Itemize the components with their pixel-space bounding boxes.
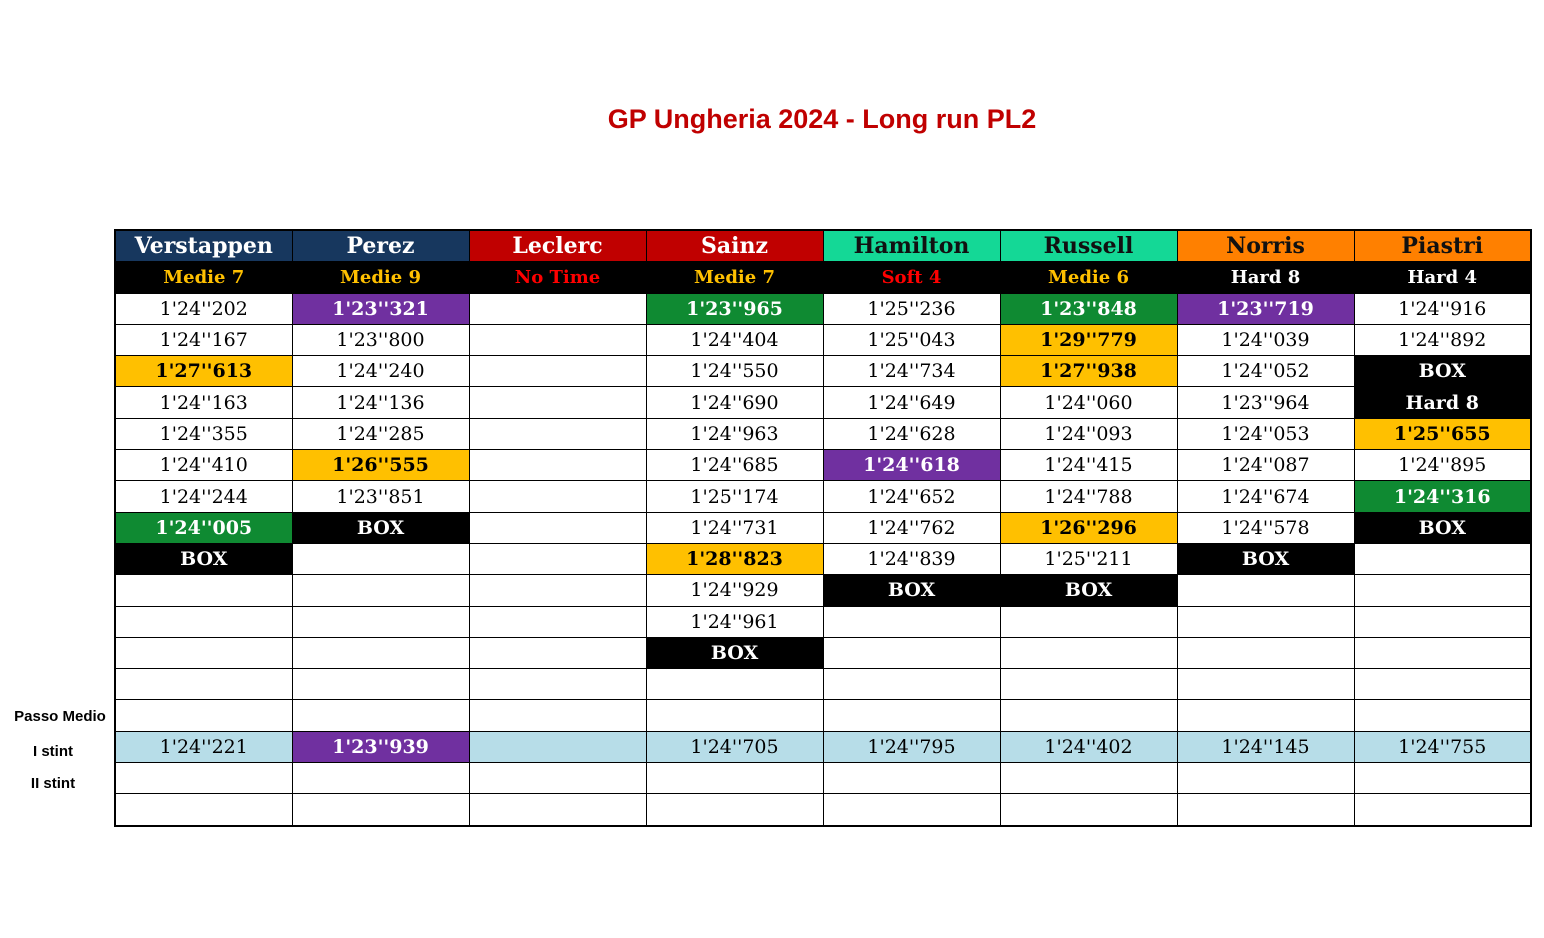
empty-cell [1000, 794, 1177, 826]
lap-time-cell: 1'24''685 [646, 450, 823, 481]
page-title: GP Ungheria 2024 - Long run PL2 [607, 104, 1037, 134]
lap-time-cell [469, 575, 646, 606]
lap-row [115, 450, 1531, 481]
lap-time-cell: 1'24''240 [292, 356, 469, 387]
first-stint-average-verstappen: 1'24''221 [115, 731, 292, 762]
lap-time-cell [823, 700, 1000, 731]
lap-time-cell: 1'23''964 [1177, 387, 1354, 418]
lap-time-cell [1354, 669, 1531, 700]
lap-time-cell: 1'24''961 [646, 606, 823, 637]
lap-time-cell: 1'24''053 [1177, 418, 1354, 449]
lap-time-cell: 1'24''690 [646, 387, 823, 418]
lap-time-cell: 1'23''848 [1000, 293, 1177, 324]
lap-time-cell: 1'24''628 [823, 418, 1000, 449]
first-stint-average-sainz: 1'24''705 [646, 731, 823, 762]
lap-time-cell [1177, 669, 1354, 700]
lap-time-cell: BOX [115, 543, 292, 574]
lap-time-cell [115, 700, 292, 731]
lap-time-cell: 1'28''823 [646, 543, 823, 574]
lap-time-cell: 1'24''788 [1000, 481, 1177, 512]
first-stint-average-russell: 1'24''402 [1000, 731, 1177, 762]
first-stint-average-piastri: 1'24''755 [1354, 731, 1531, 762]
lap-time-cell: 1'24''929 [646, 575, 823, 606]
lap-time-cell: 1'24''731 [646, 512, 823, 543]
lap-time-cell [469, 543, 646, 574]
empty-cell [1354, 794, 1531, 826]
lap-time-cell: 1'24''652 [823, 481, 1000, 512]
lap-time-cell [1000, 606, 1177, 637]
lap-time-cell: 1'24''895 [1354, 450, 1531, 481]
lap-time-cell: 1'25''174 [646, 481, 823, 512]
lap-time-cell: 1'23''719 [1177, 293, 1354, 324]
lap-time-cell: BOX [1177, 543, 1354, 574]
lap-time-cell [823, 637, 1000, 668]
lap-row [115, 637, 1531, 668]
driver-name-hamilton: Hamilton [823, 230, 1000, 262]
lap-time-cell [1177, 606, 1354, 637]
lap-time-cell: 1'24''550 [646, 356, 823, 387]
lap-row [115, 418, 1531, 449]
lap-row [115, 293, 1531, 324]
lap-time-cell: 1'26''555 [292, 450, 469, 481]
first-stint-average-row [115, 731, 1531, 762]
tyre-compound-sainz: Medie 7 [646, 262, 823, 293]
second-stint-average-sainz [646, 763, 823, 794]
lap-time-cell: 1'23''321 [292, 293, 469, 324]
lap-time-cell: 1'24''087 [1177, 450, 1354, 481]
lap-time-cell: 1'24''005 [115, 512, 292, 543]
lap-time-cell: 1'23''800 [292, 324, 469, 355]
lap-time-cell [1354, 606, 1531, 637]
lap-time-cell [646, 700, 823, 731]
lap-time-cell: 1'24''762 [823, 512, 1000, 543]
empty-cell [1177, 794, 1354, 826]
lap-time-cell: 1'24''734 [823, 356, 1000, 387]
driver-name-perez: Perez [292, 230, 469, 262]
tyre-compound-perez: Medie 9 [292, 262, 469, 293]
empty-cell [469, 794, 646, 826]
lap-time-cell [1177, 637, 1354, 668]
lap-time-cell [115, 575, 292, 606]
lap-time-cell [469, 637, 646, 668]
lap-time-cell [115, 637, 292, 668]
lap-time-cell [469, 418, 646, 449]
lap-time-cell: 1'24''839 [823, 543, 1000, 574]
lap-time-cell [292, 606, 469, 637]
lap-time-cell [1177, 575, 1354, 606]
driver-name-sainz: Sainz [646, 230, 823, 262]
lap-time-cell [1000, 700, 1177, 731]
second-stint-average-norris [1177, 763, 1354, 794]
lap-time-cell: 1'24''285 [292, 418, 469, 449]
lap-row [115, 606, 1531, 637]
lap-time-cell: BOX [646, 637, 823, 668]
lap-row [115, 700, 1531, 731]
lap-time-cell [1354, 543, 1531, 574]
lap-time-cell: 1'24''316 [1354, 481, 1531, 512]
driver-name-russell: Russell [1000, 230, 1177, 262]
second-stint-average-hamilton [823, 763, 1000, 794]
lap-time-cell [115, 606, 292, 637]
lap-time-cell: BOX [292, 512, 469, 543]
lap-time-cell [469, 450, 646, 481]
lap-row [115, 387, 1531, 418]
tyre-compound-norris: Hard 8 [1177, 262, 1354, 293]
first-stint-average-hamilton: 1'24''795 [823, 731, 1000, 762]
lap-time-cell: 1'24''039 [1177, 324, 1354, 355]
lap-time-cell: 1'24''674 [1177, 481, 1354, 512]
driver-header-row [115, 230, 1531, 262]
empty-cell [115, 794, 292, 826]
lap-time-cell [469, 700, 646, 731]
driver-name-piastri: Piastri [1354, 230, 1531, 262]
lap-time-cell: 1'24''649 [823, 387, 1000, 418]
lap-time-cell: 1'25''211 [1000, 543, 1177, 574]
lap-time-cell: 1'23''965 [646, 293, 823, 324]
driver-name-verstappen: Verstappen [115, 230, 292, 262]
lap-time-cell [1354, 700, 1531, 731]
lap-time-cell: 1'24''167 [115, 324, 292, 355]
lap-time-cell [1000, 669, 1177, 700]
lap-time-cell [292, 669, 469, 700]
lap-row [115, 543, 1531, 574]
empty-cell [292, 794, 469, 826]
second-stint-average-row [115, 763, 1531, 794]
lap-time-cell [469, 512, 646, 543]
lap-time-cell: BOX [1354, 356, 1531, 387]
lap-time-cell [1000, 637, 1177, 668]
lap-time-cell: 1'24''244 [115, 481, 292, 512]
empty-cell [646, 794, 823, 826]
lap-time-cell: 1'24''202 [115, 293, 292, 324]
lap-time-cell [823, 669, 1000, 700]
lap-time-cell [1177, 700, 1354, 731]
second-stint-average-russell [1000, 763, 1177, 794]
lap-time-cell: Hard 8 [1354, 387, 1531, 418]
lap-time-cell: BOX [823, 575, 1000, 606]
long-run-table [114, 229, 1532, 827]
lap-time-cell: 1'24''060 [1000, 387, 1177, 418]
lap-time-cell: 1'23''851 [292, 481, 469, 512]
lap-time-cell [115, 669, 292, 700]
lap-row [115, 669, 1531, 700]
lap-time-cell: 1'24''404 [646, 324, 823, 355]
lap-time-cell: 1'24''163 [115, 387, 292, 418]
second-stint-label: II stint [30, 775, 76, 792]
lap-time-cell: BOX [1000, 575, 1177, 606]
first-stint-average-norris: 1'24''145 [1177, 731, 1354, 762]
tyre-compound-piastri: Hard 4 [1354, 262, 1531, 293]
lap-time-cell: 1'24''410 [115, 450, 292, 481]
lap-time-cell: 1'24''093 [1000, 418, 1177, 449]
driver-name-norris: Norris [1177, 230, 1354, 262]
lap-time-cell: 1'27''938 [1000, 356, 1177, 387]
lap-time-cell [469, 324, 646, 355]
lap-row [115, 512, 1531, 543]
lap-time-cell [292, 700, 469, 731]
first-stint-label: I stint [33, 743, 73, 760]
second-stint-average-leclerc [469, 763, 646, 794]
lap-time-cell: 1'26''296 [1000, 512, 1177, 543]
lap-time-cell: 1'29''779 [1000, 324, 1177, 355]
second-stint-average-verstappen [115, 763, 292, 794]
lap-row [115, 575, 1531, 606]
lap-time-cell [646, 669, 823, 700]
second-stint-average-piastri [1354, 763, 1531, 794]
driver-name-leclerc: Leclerc [469, 230, 646, 262]
passo-medio-label: Passo Medio [14, 708, 106, 725]
lap-time-cell: 1'25''236 [823, 293, 1000, 324]
lap-row [115, 324, 1531, 355]
lap-time-cell [1354, 637, 1531, 668]
lap-time-cell: 1'24''916 [1354, 293, 1531, 324]
lap-time-cell: BOX [1354, 512, 1531, 543]
lap-time-cell [823, 606, 1000, 637]
lap-time-cell [292, 637, 469, 668]
lap-time-cell: 1'24''892 [1354, 324, 1531, 355]
lap-row [115, 481, 1531, 512]
lap-time-cell: 1'24''618 [823, 450, 1000, 481]
lap-time-cell: 1'24''052 [1177, 356, 1354, 387]
lap-time-cell [469, 293, 646, 324]
lap-time-cell: 1'24''963 [646, 418, 823, 449]
first-stint-average-leclerc [469, 731, 646, 762]
lap-time-cell [469, 481, 646, 512]
lap-time-cell: 1'24''415 [1000, 450, 1177, 481]
lap-time-cell [292, 575, 469, 606]
first-stint-average-perez: 1'23''939 [292, 731, 469, 762]
second-stint-average-perez [292, 763, 469, 794]
tyre-compound-russell: Medie 6 [1000, 262, 1177, 293]
tyre-compound-hamilton: Soft 4 [823, 262, 1000, 293]
tyre-compound-leclerc: No Time [469, 262, 646, 293]
lap-time-cell: 1'24''355 [115, 418, 292, 449]
lap-time-cell [469, 387, 646, 418]
lap-time-cell: 1'24''136 [292, 387, 469, 418]
lap-time-cell [469, 356, 646, 387]
lap-time-cell [1354, 575, 1531, 606]
lap-time-cell: 1'25''043 [823, 324, 1000, 355]
lap-time-cell [469, 606, 646, 637]
tyre-compound-verstappen: Medie 7 [115, 262, 292, 293]
tyre-row [115, 262, 1531, 293]
empty-row [115, 794, 1531, 826]
lap-time-cell [469, 669, 646, 700]
lap-row [115, 356, 1531, 387]
lap-time-cell: 1'25''655 [1354, 418, 1531, 449]
empty-cell [823, 794, 1000, 826]
lap-time-cell: 1'27''613 [115, 356, 292, 387]
lap-time-cell: 1'24''578 [1177, 512, 1354, 543]
lap-time-cell [292, 543, 469, 574]
